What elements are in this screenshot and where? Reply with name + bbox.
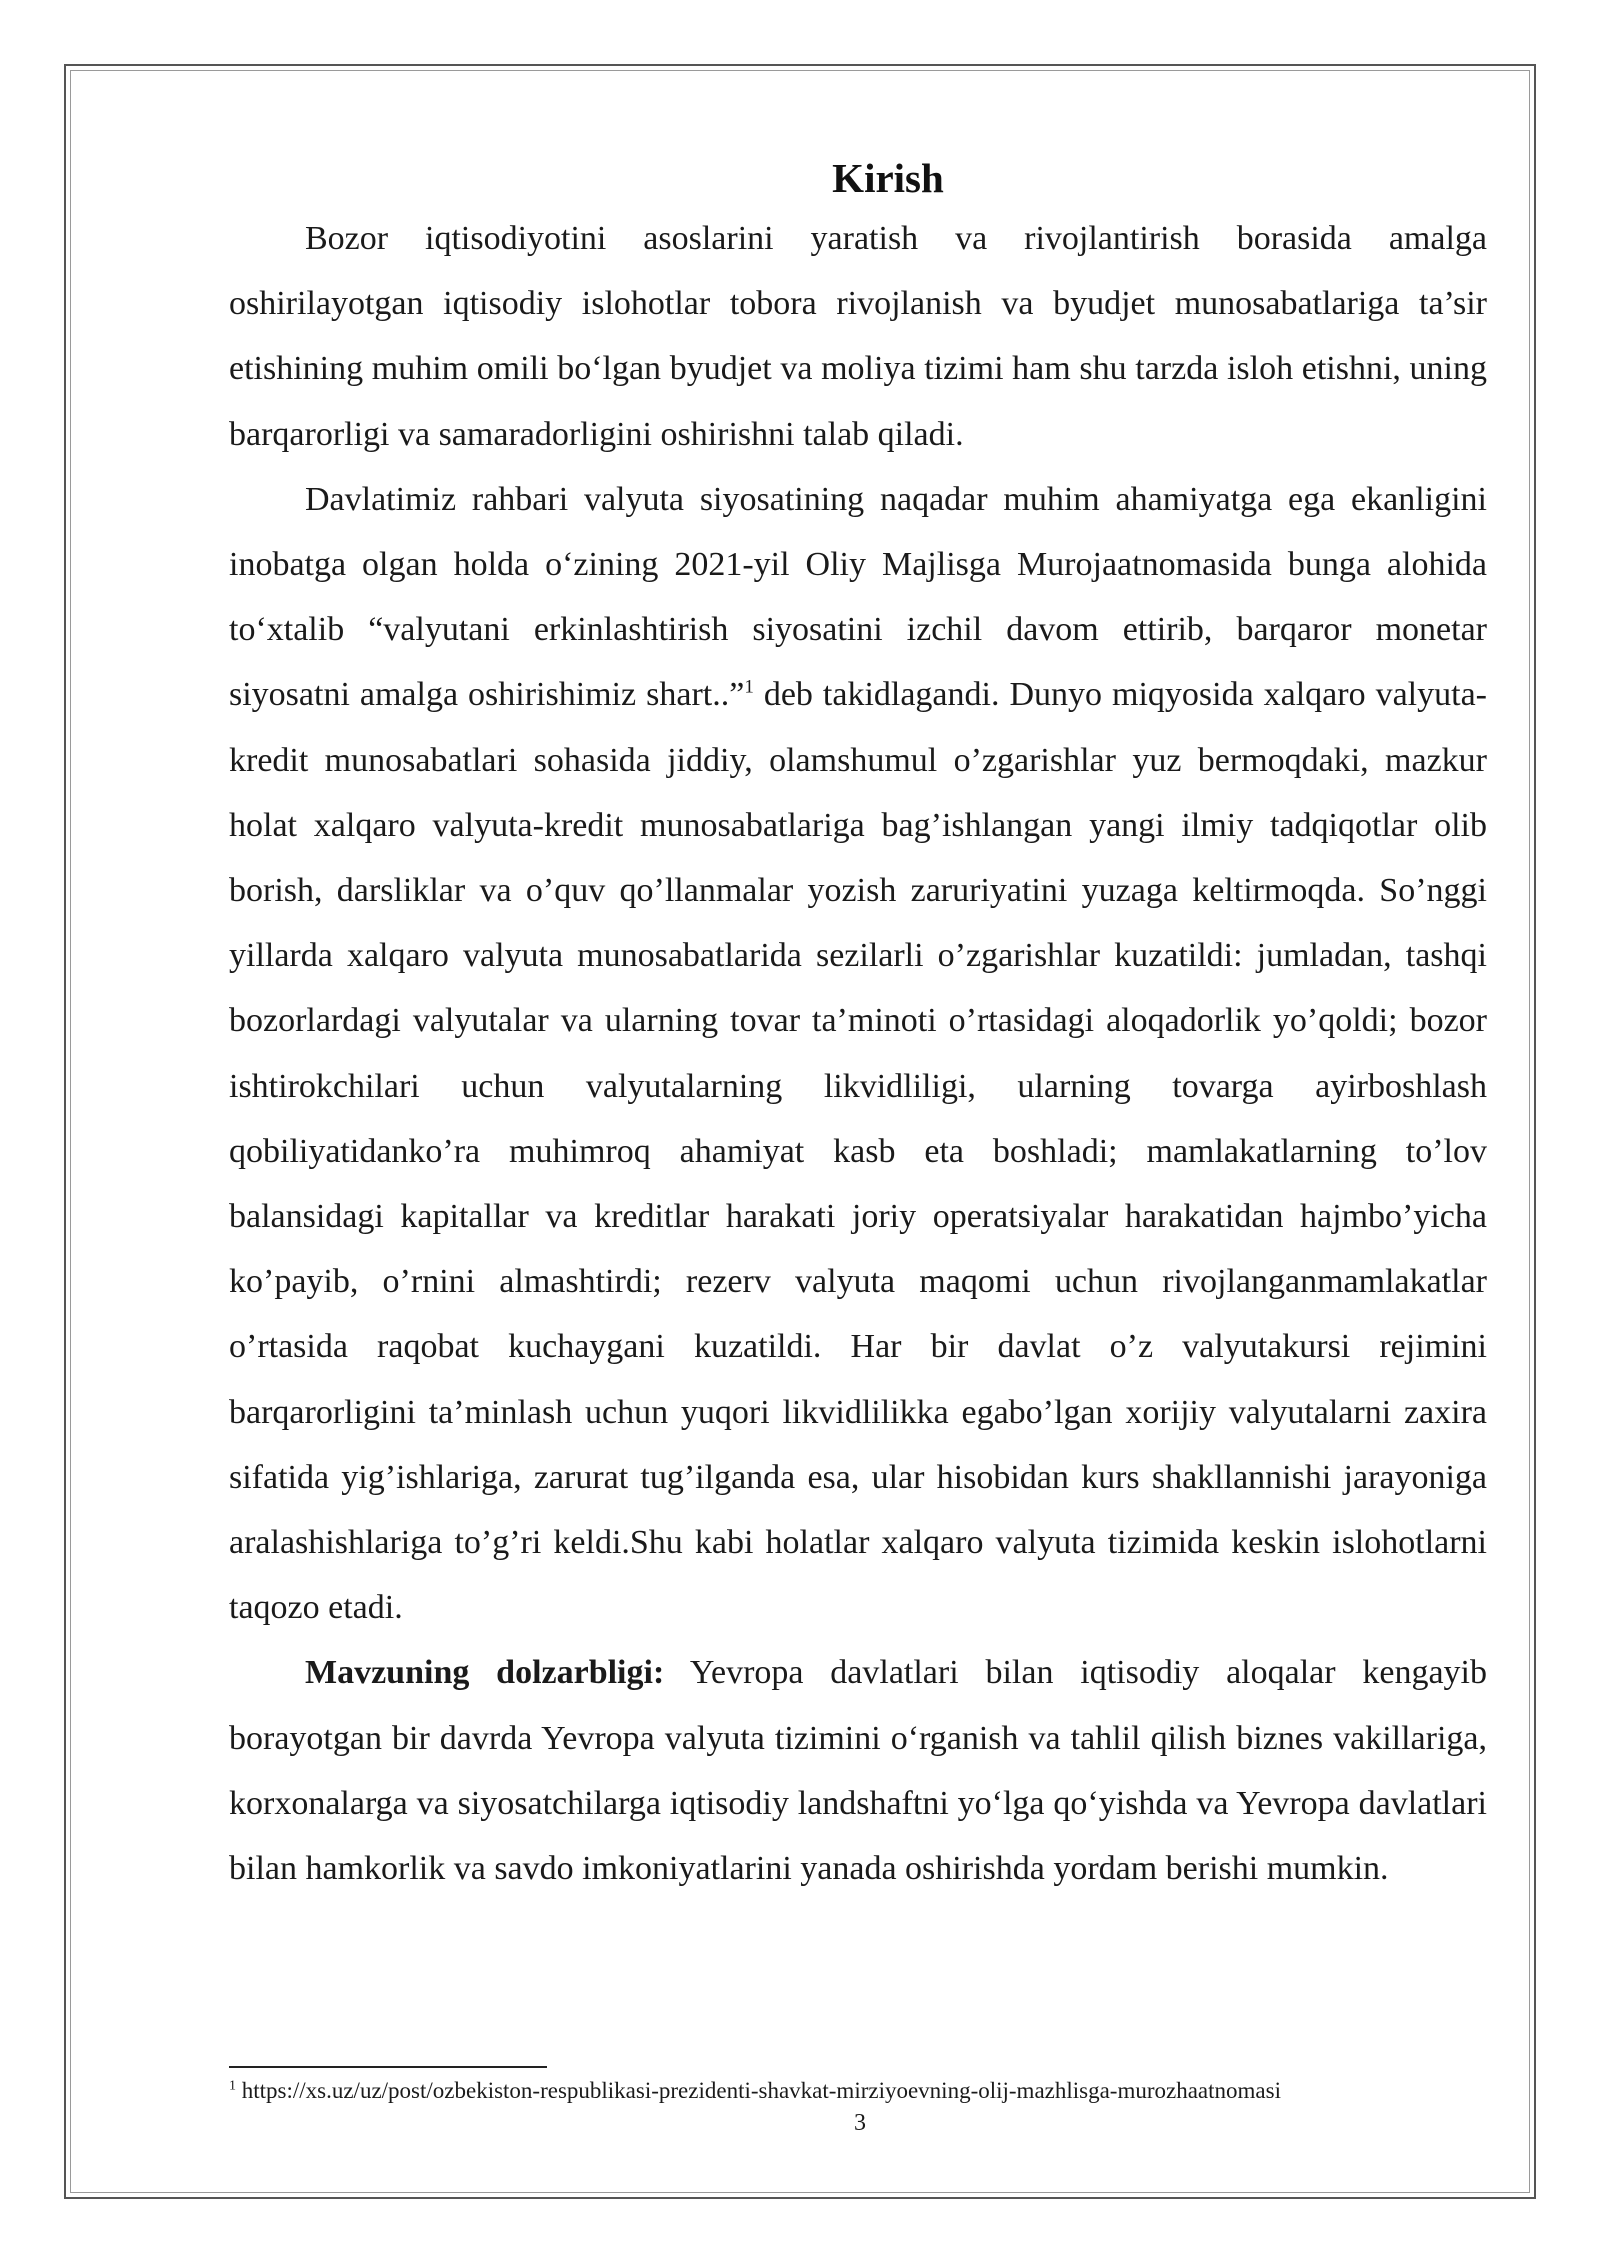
footnote-separator xyxy=(229,2066,547,2068)
paragraph-text-after-footnote: deb takidlagandi. Dunyo miqyosida xalqaro valyuta-kredit munosabatlari sohasida jiddiy, olamshumul o’zgarishlar yuz bermoqdaki, mazkur holat xalqaro valyuta-kredit munosabatlariga bag’ishlangan yangi ilmiy tadqiqotlar olib borish, darsliklar va o’quv qo’llanmalar yozish zaruriyatini yuzaga keltirmoqda. So’nggi yillarda xalqaro valyuta munosabatlarida sezilarli o’zgarishlar kuzatildi: jumladan, tashqi bozorlardagi valyutalar va ularning tovar ta’minoti o’rtasidagi aloqadorlik yo’qoldi; bozor ishtirokchilari uchun valyutalarning likvidliligi, ularning tovarga ayirboshlash qobiliyatidanko’ra muhimroq ahamiyat kasb eta boshladi; mamlakatlarning to’lov balansidagi kapitallar va kreditlar harakati joriy operatsiyalar harakatidan hajmbo’yicha ko’payib, o’rnini almashtirdi; rezerv valyuta maqomi uchun rivojlanganmamlakatlar o’rtasida raqobat kuchaygani kuzatildi. Har bir davlat o’z valyutakursi rejimini barqarorligini ta’minlash uchun yuqori likvidlilikka egabo’lgan xorijiy valyutalarni zaxira sifatida yig’ishlariga, zarurat tug’ilganda esa, ular hisobidan kurs shakllannishi jarayoniga aralashishlariga to’g’ri keldi.Shu kabi holatlar xalqaro valyuta tizimida keskin islohotlarni taqozo etadi. xyxy=(229,676,1487,1627)
footnote-marker: 1 xyxy=(229,2078,236,2094)
paragraph-currency-policy xyxy=(229,467,1487,1641)
footnote xyxy=(229,2076,1499,2106)
page-body xyxy=(229,150,1487,1901)
relevance-text: Yevropa davlatlari bilan iqtisodiy aloqalar kengayib borayotgan bir davrda Yevropa valyuta tizimini oʻrganish va tahlil qilish biznes vakillariga, korxonalarga va siyosatchilarga iqtisodiy landshaftni yoʻlga qoʻyishda va Yevropa davlatlari bilan hamkorlik va savdo imkoniyatlarini yanada oshirishda yordam berishi mumkin. xyxy=(229,1654,1488,1888)
footnote-reference[interactable]: 1 xyxy=(744,677,754,699)
paragraph-intro: Bozor iqtisodiyotini asoslarini yaratish va rivojlantirish borasida amalga oshirilayotgan iqtisodiy islohotlar tobora rivojlanish va byudjet munosabatlariga ta’sir etishining muhim omili boʻlgan byudjet va moliya tizimi ham shu tarzda isloh etishni, uning barqarorligi va samaradorligini oshirishni talab qiladi. xyxy=(229,220,1487,453)
relevance-heading: Mavzuning dolzarbligi: xyxy=(305,1654,665,1692)
page-number: 3 xyxy=(854,2110,866,2136)
paragraph-relevance xyxy=(229,1640,1487,1901)
paragraph-text-before-footnote: Davlatimiz rahbari valyuta siyosatining naqadar muhim ahamiyatga ega ekanligini inobatga olgan holda oʻzining 2021-yil Oliy Majlisga Murojaatnomasida bunga alohida toʻxtalib “valyutani erkinlashtirish siyosatini izchil davom ettirib, barqaror monetar siyosatni amalga oshirishimiz shart..” xyxy=(229,480,1487,714)
section-title: Kirish xyxy=(832,155,944,201)
footnote-link[interactable]: https://xs.uz/uz/post/ozbekiston-respublikasi-prezidenti-shavkat-mirziyoevning-olij-mazhlisga-murozhaatnomasi xyxy=(236,2078,1281,2103)
